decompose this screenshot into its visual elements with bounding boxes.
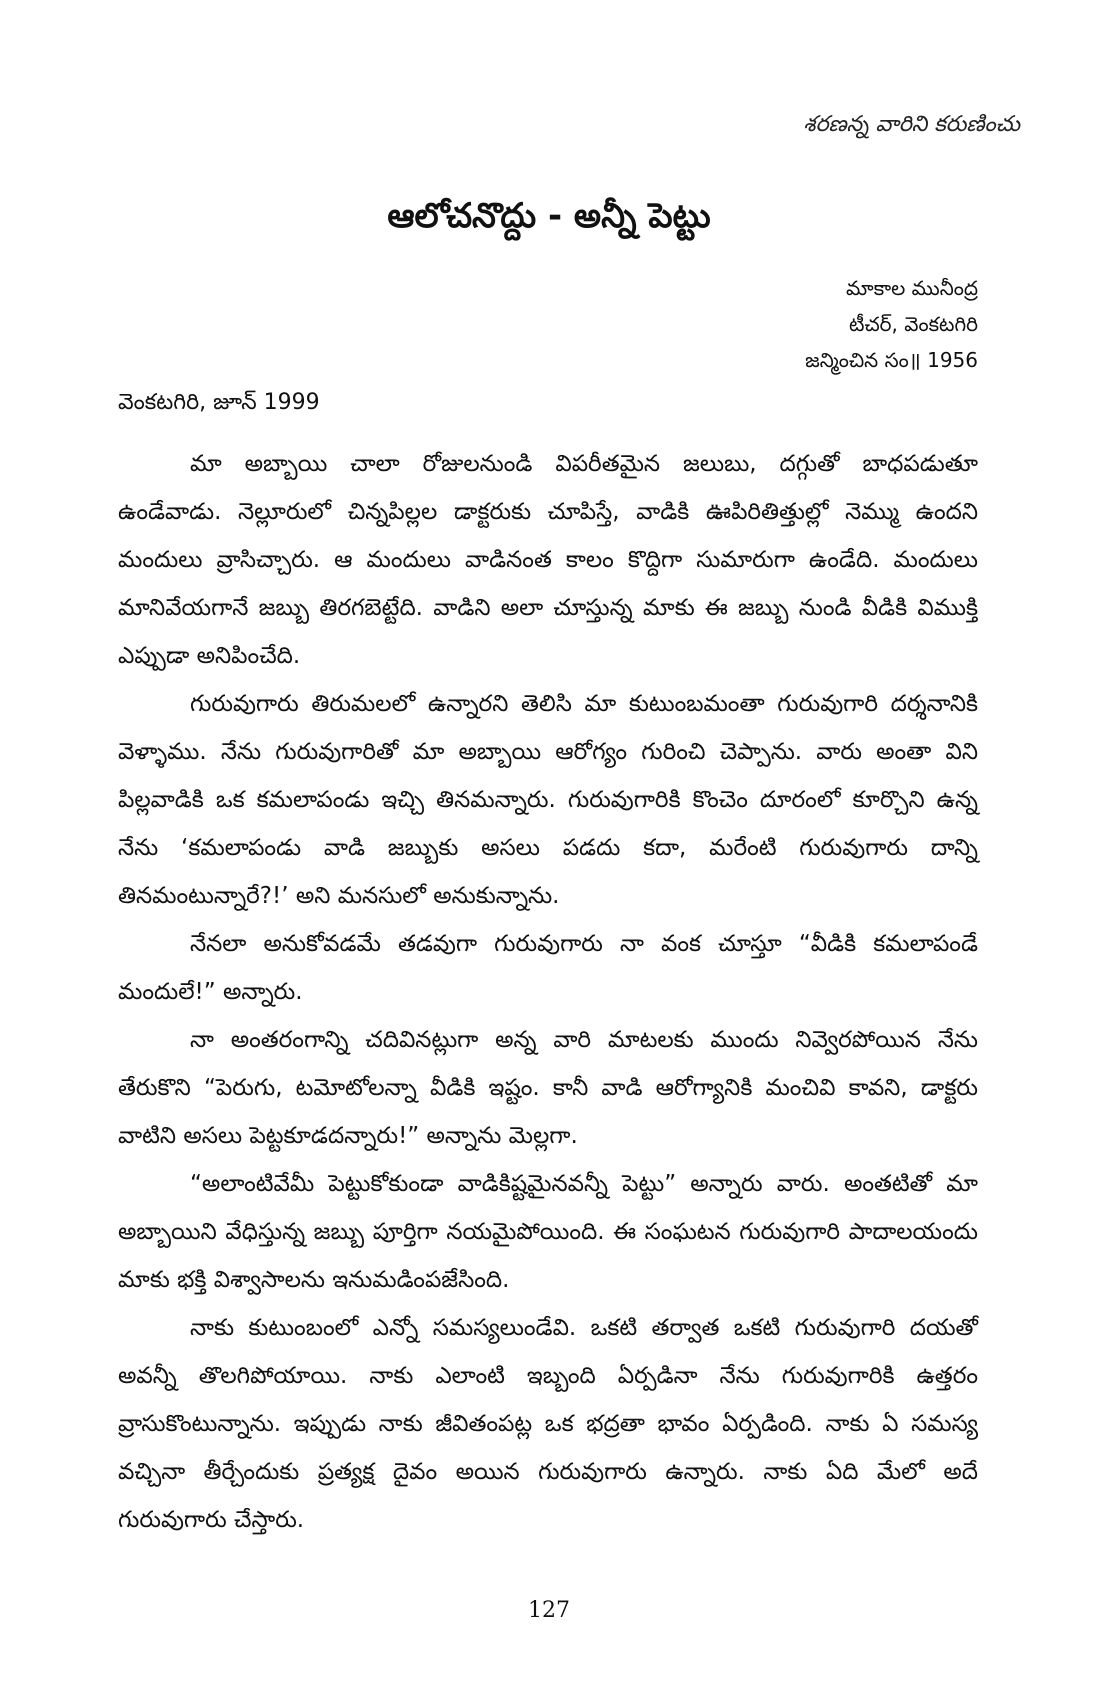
author-name: మాకాల మునీంద్ర	[846, 276, 978, 300]
chapter-title: ఆలోచనొద్దు - అన్నీ పెట్టు	[387, 196, 711, 236]
page-number: 127	[528, 1598, 570, 1623]
paragraph: మా అబ్బాయి చాలా రోజులనుండి విపరీతమైన జలుబు, దగ్గుతో బాధపడుతూ ఉండేవాడు. నెల్లూరులో చిన్నపిల్లల డాక్టరుకు చూపిస్తే, వాడికి ఊపిరితిత్తుల్లో నెమ్ము ఉందని మందులు వ్రాసిచ్చారు. ఆ మందులు వాడినంత కాలం కొద్దిగా సుమారుగా ఉండేది. మందులు మానివేయగానే జబ్బు తిరగబెట్టేది. వాడిని అలా చూస్తున్న మాకు ఈ జబ్బు నుండి వీడికి విముక్తి ఎప్పుడా అనిపించేది.	[118, 451, 978, 669]
running-head: శరణన్న వారిని కరుణించు	[803, 112, 1020, 137]
paragraph: నేనలా అనుకోవడమే తడవుగా గురువుగారు నా వంక చూస్తూ “వీడికి కమలాపండే మందులే!” అన్నారు.	[118, 931, 978, 1005]
author-birth-year: జన్మించిన సం॥ 1956	[805, 348, 978, 372]
author-role: టీచర్, వెంకటగిరి	[849, 312, 978, 336]
author-block	[805, 270, 978, 378]
paragraph: గురువుగారు తిరుమలలో ఉన్నారని తెలిసి మా కుటుంబమంతా గురువుగారి దర్శనానికి వెళ్ళాము. నేను గురువుగారితో మా అబ్బాయి ఆరోగ్యం గురించి చెప్పాను. వారు అంతా విని పిల్లవాడికి ఒక కమలాపండు ఇచ్చి తినమన్నారు. గురువుగారికి కొంచెం దూరంలో కూర్చొని ఉన్న నేను ‘కమలాపండు వాడి జబ్బుకు అసలు పడదు కదా, మరేంటి గురువుగారు దాన్ని తినమంటున్నారే?!’ అని మనసులో అనుకున్నాను.	[118, 691, 978, 909]
paragraph: నా అంతరంగాన్ని చదివినట్లుగా అన్న వారి మాటలకు ముందు నివ్వెరపోయిన నేను తేరుకొని “పెరుగు, టమోటోలన్నా వీడికి ఇష్టం. కానీ వాడి ఆరోగ్యానికి మంచివి కావని, డాక్టరు వాటిని అసలు పెట్టకూడదన్నారు!” అన్నాను మెల్లగా.	[118, 1027, 978, 1149]
dateline: వెంకటగిరి, జూన్ 1999	[118, 390, 320, 415]
paragraph: “అలాంటివేమీ పెట్టుకోకుండా వాడికిష్టమైనవన్నీ పెట్టు” అన్నారు వారు. అంతటితో మా అబ్బాయిని వేధిస్తున్న జబ్బు పూర్తిగా నయమైపోయింది. ఈ సంఘటన గురువుగారి పాదాలయందు మాకు భక్తి విశ్వాసాలను ఇనుమడింపజేసింది.	[118, 1171, 978, 1293]
body-text	[118, 440, 978, 1544]
paragraph: నాకు కుటుంబంలో ఎన్నో సమస్యలుండేవి. ఒకటి తర్వాత ఒకటి గురువుగారి దయతో అవన్నీ తొలగిపోయాయి. నాకు ఎలాంటి ఇబ్బంది ఏర్పడినా నేను గురువుగారికి ఉత్తరం వ్రాసుకొంటున్నాను. ఇప్పుడు నాకు జీవితంపట్ల ఒక భద్రతా భావం ఏర్పడింది. నాకు ఏ సమస్య వచ్చినా తీర్చేందుకు ప్రత్యక్ష దైవం అయిన గురువుగారు ఉన్నారు. నాకు ఏది మేలో అదే గురువుగారు చేస్తారు.	[118, 1315, 978, 1533]
